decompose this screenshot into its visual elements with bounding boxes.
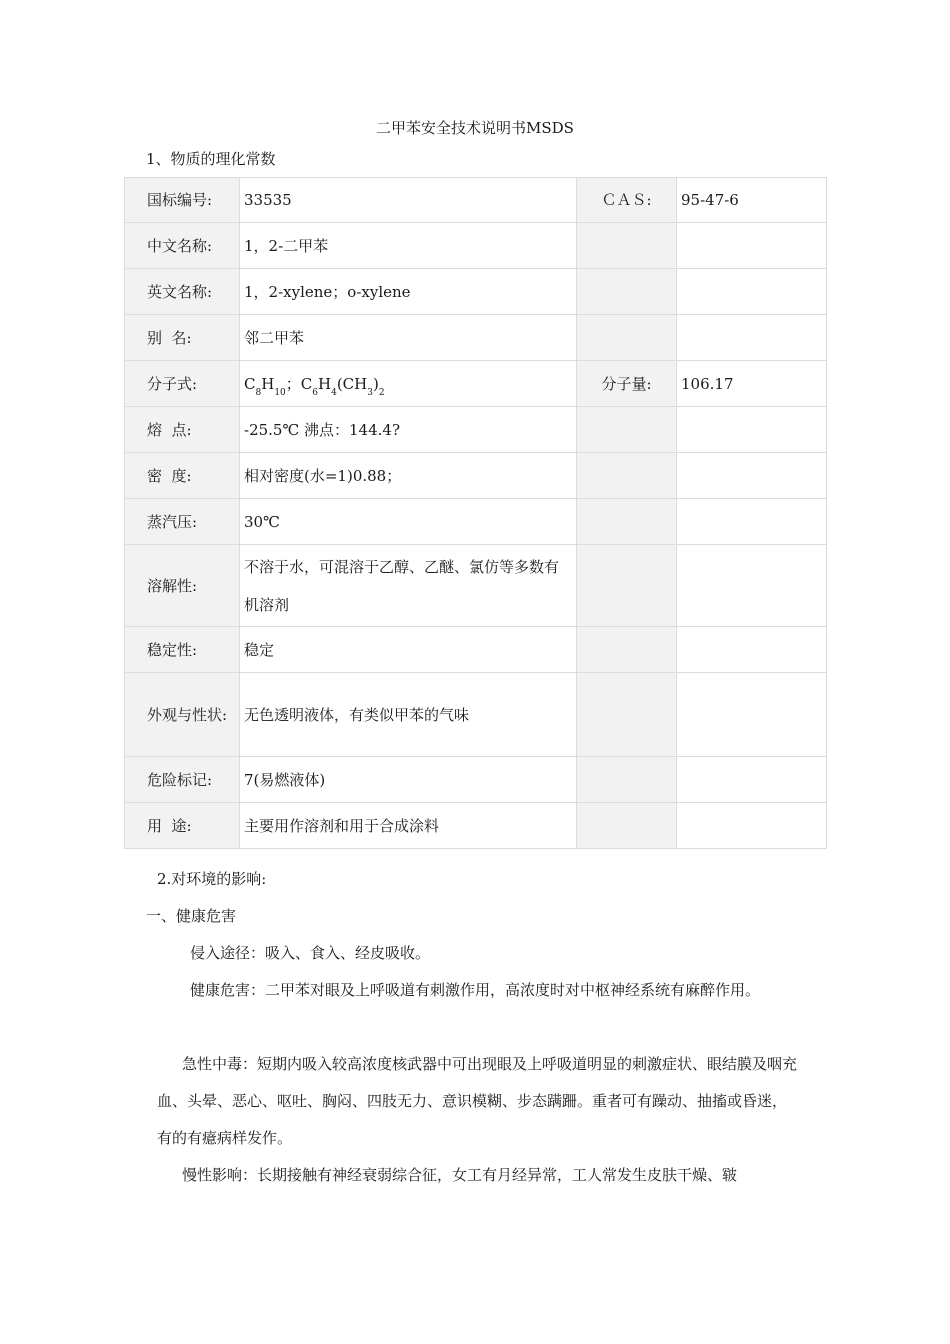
value-cell: 1，2-xylene；o-xylene — [240, 269, 577, 315]
table-row — [125, 361, 827, 407]
empty-cell — [677, 627, 827, 673]
table-row — [125, 223, 827, 269]
label-cell: 英文名称: — [125, 269, 240, 315]
cas-label: ＣＡＳ: — [577, 178, 677, 223]
env-heading: 2.对环境的影响: — [157, 870, 267, 888]
table-row — [125, 757, 827, 803]
table-row — [125, 407, 827, 453]
label-cell: 别 名: — [125, 315, 240, 361]
formula-subscript: 4 — [331, 387, 337, 398]
empty-cell — [677, 407, 827, 453]
value-cell: 7(易燃液体) — [240, 757, 577, 803]
value-cell: 邻二甲苯 — [240, 315, 577, 361]
formula-subscript: 10 — [274, 387, 286, 398]
table-row — [125, 673, 827, 757]
empty-cell — [577, 499, 677, 545]
physchem-table — [124, 177, 827, 849]
empty-cell — [677, 673, 827, 757]
empty-cell — [677, 499, 827, 545]
value-cell: 33535 — [240, 178, 577, 223]
label-cell: 国标编号: — [125, 178, 240, 223]
empty-cell — [577, 269, 677, 315]
empty-cell — [577, 673, 677, 757]
formula-subscript: 3 — [367, 387, 373, 398]
value-cell: 30℃ — [240, 499, 577, 545]
value-cell: 相对密度(水=1)0.88； — [240, 453, 577, 499]
label-cell: 中文名称: — [125, 223, 240, 269]
label-cell: 稳定性: — [125, 627, 240, 673]
section1-heading: 1、物质的理化常数 — [146, 150, 276, 168]
empty-cell — [577, 407, 677, 453]
table-row — [125, 545, 827, 627]
document-title: 二甲苯安全技术说明书MSDS — [376, 119, 574, 137]
empty-cell — [677, 757, 827, 803]
label-cell: 溶解性: — [125, 545, 240, 627]
empty-cell — [677, 453, 827, 499]
label-cell: 密 度: — [125, 453, 240, 499]
health-heading: 一、健康危害 — [146, 907, 237, 925]
molecular-weight-value: 106.17 — [677, 361, 827, 407]
formula-subscript: 8 — [255, 387, 262, 398]
formula-text: H — [317, 374, 332, 393]
value-cell: 稳定 — [240, 627, 577, 673]
label-cell: 熔 点: — [125, 407, 240, 453]
empty-cell — [677, 269, 827, 315]
table-row — [125, 269, 827, 315]
value-cell: 不溶于水，可混溶于乙醇、乙醚、氯仿等多数有机溶剂 — [240, 545, 577, 627]
empty-cell — [677, 545, 827, 627]
value-cell: -25.5℃ 沸点：144.4? — [240, 407, 577, 453]
chronic-paragraph: 慢性影响：长期接触有神经衰弱综合征，女工有月经异常，工人常发生皮肤干燥、皲 — [182, 1166, 738, 1184]
label-cell: 危险标记: — [125, 757, 240, 803]
value-cell: 主要用作溶剂和用于合成涂料 — [240, 803, 577, 849]
formula-text: ) — [372, 374, 379, 393]
label-cell: 蒸汽压: — [125, 499, 240, 545]
empty-cell — [677, 315, 827, 361]
empty-cell — [577, 545, 677, 627]
empty-cell — [577, 453, 677, 499]
empty-cell — [577, 223, 677, 269]
label-cell: 用 途: — [125, 803, 240, 849]
cas-value: 95-47-6 — [677, 178, 827, 223]
empty-cell — [577, 803, 677, 849]
formula-text: (CH — [336, 374, 368, 393]
value-cell: 无色透明液体，有类似甲苯的气味 — [240, 673, 577, 757]
empty-cell — [577, 627, 677, 673]
table-row — [125, 315, 827, 361]
formula-subscript: 6 — [312, 387, 318, 398]
formula-subscript: 2 — [378, 387, 385, 398]
formula-text: H — [261, 374, 275, 393]
empty-cell — [677, 803, 827, 849]
hazard-paragraph: 健康危害：二甲苯对眼及上呼吸道有刺激作用，高浓度时对中枢神经系统有麻醉作用。 — [190, 981, 761, 999]
empty-cell — [677, 223, 827, 269]
molecular-weight-label: 分子量: — [577, 361, 677, 407]
formula-text: ；C — [285, 374, 313, 393]
value-cell: 1，2-二甲苯 — [240, 223, 577, 269]
table-row — [125, 499, 827, 545]
acute-paragraph: 急性中毒：短期内吸入较高浓度核武器中可出现眼及上呼吸道明显的刺激症状、眼结膜及咽充血、头晕、恶心、呕吐、胸闷、四肢无力、意识模糊、步态蹒跚。重者可有躁动、抽搐或昏迷，有的有癔病样发作。 — [157, 1055, 798, 1147]
table-row — [125, 453, 827, 499]
empty-cell — [577, 757, 677, 803]
table-row — [125, 627, 827, 673]
route-paragraph: 侵入途径：吸入、食入、经皮吸收。 — [190, 944, 431, 962]
formula-text: C — [244, 374, 256, 393]
label-cell: 分子式: — [125, 361, 240, 407]
empty-cell — [577, 315, 677, 361]
label-cell: 外观与性状: — [125, 673, 240, 757]
table-row — [125, 803, 827, 849]
table-row — [125, 178, 827, 223]
formula-cell — [240, 361, 577, 407]
